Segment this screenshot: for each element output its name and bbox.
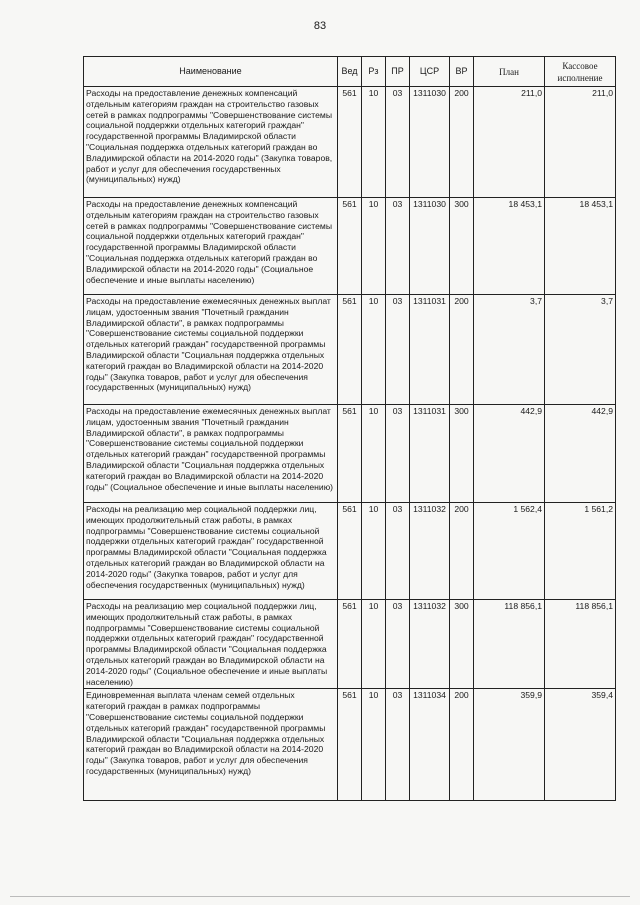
- page-number: 83: [313, 20, 327, 32]
- cell-cash: 1 561,2: [545, 503, 616, 600]
- cell-vr: 200: [450, 87, 474, 198]
- cell-vr: 200: [450, 295, 474, 405]
- header-csr: ЦСР: [410, 57, 450, 87]
- cell-name: Расходы на реализацию мер социальной поддержки лиц, имеющих продолжительный стаж работы, в рамках подпрограммы "Совершенствование системы социальной поддержки отдельных категорий граждан" государственной программы Владимирской области "Социальная поддержка отдельных категорий граждан во Владимирской области на 2014-2020 годы" (Закупка товаров, работ и услуг для обеспечения государственных (муниципальных) нужд): [84, 503, 338, 600]
- cell-ved: 561: [338, 295, 362, 405]
- table-row: [84, 405, 616, 503]
- cell-pr: 03: [386, 295, 410, 405]
- cell-csr: 1311032: [410, 503, 450, 600]
- cell-cash: 211,0: [545, 87, 616, 198]
- cell-ved: 561: [338, 689, 362, 801]
- cell-cash: 442,9: [545, 405, 616, 503]
- cell-vr: 300: [450, 198, 474, 295]
- cell-vr: 300: [450, 405, 474, 503]
- cell-vr: 300: [450, 600, 474, 689]
- cell-name: Расходы на предоставление ежемесячных денежных выплат лицам, удостоенным звания "Почетный гражданин Владимирской области", в рамках подпрограммы "Совершенствование системы социальной поддержки отдельных категорий граждан" государственной программы Владимирской области "Социальная поддержка отдельных категорий граждан во Владимирской области на 2014-2020 годы" (Социальное обеспечение и иные выплаты населению): [84, 405, 338, 503]
- cell-rz: 10: [362, 600, 386, 689]
- cell-ved: 561: [338, 405, 362, 503]
- cell-name: Расходы на предоставление денежных компенсаций отдельным категориям граждан на строительство газовых сетей в рамках подпрограммы "Совершенствование системы социальной поддержки отдельных категорий граждан" государственной программы Владимирской области "Социальная поддержка отдельных категорий граждан во Владимирской области на 2014-2020 годы" (Закупка товаров, работ и услуг для обеспечения государственных (муниципальных) нужд): [84, 87, 338, 198]
- cell-name: Расходы на реализацию мер социальной поддержки лиц, имеющих продолжительный стаж работы, в рамках подпрограммы "Совершенствование системы социальной поддержки отдельных категорий граждан" государственной программы Владимирской области "Социальная поддержка отдельных категорий граждан во Владимирской области на 2014-2020 годы" (Социальное обеспечение и иные выплаты населению): [84, 600, 338, 689]
- cell-cash: 18 453,1: [545, 198, 616, 295]
- cell-cash: 3,7: [545, 295, 616, 405]
- cell-plan: 442,9: [474, 405, 545, 503]
- header-ved: Вед: [338, 57, 362, 87]
- cell-rz: 10: [362, 503, 386, 600]
- cell-rz: 10: [362, 87, 386, 198]
- cell-ved: 561: [338, 198, 362, 295]
- cell-rz: 10: [362, 295, 386, 405]
- header-cash: Кассовое исполнение: [545, 57, 616, 87]
- cell-ved: 561: [338, 87, 362, 198]
- table-row: [84, 503, 616, 600]
- table-row: [84, 295, 616, 405]
- budget-table: [83, 56, 616, 801]
- cell-plan: 1 562,4: [474, 503, 545, 600]
- cell-cash: 359,4: [545, 689, 616, 801]
- table-row: [84, 600, 616, 689]
- cell-pr: 03: [386, 405, 410, 503]
- header-rz: Рз: [362, 57, 386, 87]
- cell-plan: 18 453,1: [474, 198, 545, 295]
- cell-cash: 118 856,1: [545, 600, 616, 689]
- cell-ved: 561: [338, 503, 362, 600]
- cell-name: Расходы на предоставление ежемесячных денежных выплат лицам, удостоенным звания "Почетный гражданин Владимирской области", в рамках подпрограммы "Совершенствование системы социальной поддержки отдельных категорий граждан" государственной программы Владимирской области "Социальная поддержка отдельных категорий граждан во Владимирской области на 2014-2020 годы" (Закупка товаров, работ и услуг для обеспечения государственных (муниципальных) нужд): [84, 295, 338, 405]
- cell-rz: 10: [362, 405, 386, 503]
- cell-plan: 211,0: [474, 87, 545, 198]
- cell-pr: 03: [386, 503, 410, 600]
- cell-name: Единовременная выплата членам семей отдельных категорий граждан в рамках подпрограммы "Совершенствование системы социальной поддержки отдельных категорий граждан" государственной программы Владимирской области "Социальная поддержка отдельных категорий граждан во Владимирской области на 2014-2020 годы" (Закупка товаров, работ и услуг для обеспечения государственных (муниципальных) нужд): [84, 689, 338, 801]
- cell-plan: 359,9: [474, 689, 545, 801]
- table-row: [84, 689, 616, 801]
- cell-plan: 118 856,1: [474, 600, 545, 689]
- header-pr: ПР: [386, 57, 410, 87]
- cell-rz: 10: [362, 198, 386, 295]
- header-name: Наименование: [84, 57, 338, 87]
- scan-edge-divider: [10, 896, 630, 897]
- cell-pr: 03: [386, 87, 410, 198]
- header-vr: ВР: [450, 57, 474, 87]
- cell-csr: 1311031: [410, 295, 450, 405]
- header-plan: План: [474, 57, 545, 87]
- cell-pr: 03: [386, 600, 410, 689]
- cell-csr: 1311032: [410, 600, 450, 689]
- cell-plan: 3,7: [474, 295, 545, 405]
- cell-ved: 561: [338, 600, 362, 689]
- table-row: [84, 87, 616, 198]
- cell-vr: 200: [450, 689, 474, 801]
- cell-rz: 10: [362, 689, 386, 801]
- table-row: [84, 198, 616, 295]
- table-header-row: [84, 57, 616, 87]
- cell-csr: 1311030: [410, 198, 450, 295]
- cell-name: Расходы на предоставление денежных компенсаций отдельным категориям граждан на строительство газовых сетей в рамках подпрограммы "Совершенствование системы социальной поддержки отдельных категорий граждан" государственной программы Владимирской области "Социальная поддержка отдельных категорий граждан во Владимирской области на 2014-2020 годы" (Социальное обеспечение и иные выплаты населению): [84, 198, 338, 295]
- cell-csr: 1311030: [410, 87, 450, 198]
- cell-csr: 1311031: [410, 405, 450, 503]
- cell-csr: 1311034: [410, 689, 450, 801]
- cell-vr: 200: [450, 503, 474, 600]
- cell-pr: 03: [386, 198, 410, 295]
- cell-pr: 03: [386, 689, 410, 801]
